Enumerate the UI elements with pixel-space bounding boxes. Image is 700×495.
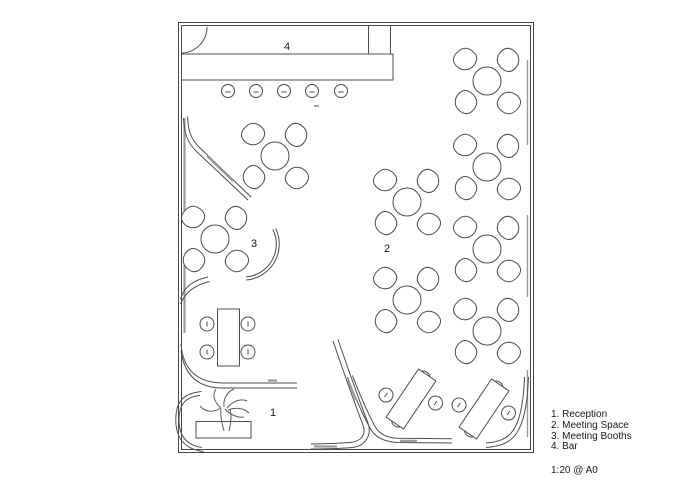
scale-note: 1:20 @ A0 xyxy=(551,465,598,476)
chair-icon xyxy=(370,165,400,195)
table-top xyxy=(386,369,436,429)
chair-icon xyxy=(493,213,523,243)
meeting-table xyxy=(200,309,255,366)
chair-icon xyxy=(178,202,208,232)
table-top xyxy=(459,379,509,439)
area-label: 2 xyxy=(383,243,391,255)
furniture-layer xyxy=(178,44,524,440)
chair-icon xyxy=(450,212,480,242)
chair-icon xyxy=(239,162,269,192)
seat-icon xyxy=(200,345,214,359)
seat-icon xyxy=(376,385,395,404)
seat-icon xyxy=(426,393,445,412)
chair-icon xyxy=(238,119,268,149)
chair-icon xyxy=(494,256,524,286)
seat-icon xyxy=(449,395,468,414)
area-label: 4 xyxy=(283,41,291,53)
table-top xyxy=(473,67,501,95)
legend-item: 4. Bar xyxy=(551,441,578,453)
chair-icon xyxy=(494,88,524,118)
seat-icon xyxy=(499,403,518,422)
table-top xyxy=(393,188,421,216)
door-swing-arc xyxy=(182,27,208,53)
bar-stool xyxy=(335,85,348,98)
seat-icon xyxy=(200,317,214,331)
chair-icon xyxy=(282,163,312,193)
chair-icon xyxy=(413,264,443,294)
chair-icon xyxy=(413,166,443,196)
seat-icon xyxy=(241,317,255,331)
reception-area xyxy=(176,389,251,452)
chair-icon xyxy=(494,174,524,204)
bar-stool xyxy=(250,85,263,98)
chair-icon xyxy=(450,44,480,74)
chair-icon xyxy=(493,45,523,75)
chair-icon xyxy=(450,130,480,160)
legend-item: 1. Reception xyxy=(551,409,608,420)
chair-icon xyxy=(414,209,444,239)
chair-icon xyxy=(371,208,401,238)
chair-icon xyxy=(451,87,481,117)
chair-icon xyxy=(281,120,311,150)
table-top xyxy=(218,309,240,366)
table-top xyxy=(473,153,501,181)
legend-item: 2. Meeting Space xyxy=(551,419,629,431)
round-table xyxy=(370,263,444,337)
legend xyxy=(551,410,632,453)
table-top xyxy=(201,225,229,253)
chair-icon xyxy=(451,255,481,285)
table-top xyxy=(473,317,501,345)
chair-icon xyxy=(451,173,481,203)
round-table xyxy=(238,119,312,193)
area-label: 3 xyxy=(250,238,258,250)
round-table xyxy=(450,130,524,204)
legend-item: 3. Meeting Booths xyxy=(551,430,632,442)
table-top xyxy=(261,142,289,170)
round-table xyxy=(178,202,252,276)
round-table xyxy=(450,294,524,368)
area-labels-layer xyxy=(251,41,390,419)
chair-icon xyxy=(371,306,401,336)
table-top xyxy=(473,235,501,263)
chair-icon xyxy=(222,246,252,276)
area-label: 1 xyxy=(269,407,277,419)
rotated-table xyxy=(449,378,518,439)
bar-stool xyxy=(278,85,291,98)
round-table xyxy=(370,165,444,239)
table-top xyxy=(393,286,421,314)
chair-icon xyxy=(494,338,524,368)
seat-icon xyxy=(241,345,255,359)
chair-icon xyxy=(450,294,480,324)
chair-icon xyxy=(370,263,400,293)
chair-icon xyxy=(221,203,251,233)
round-table xyxy=(450,212,524,286)
chair-icon xyxy=(493,131,523,161)
chair-icon xyxy=(179,245,209,275)
chair-icon xyxy=(451,337,481,367)
rotated-table xyxy=(376,368,445,429)
bar-stool xyxy=(306,85,319,98)
bar-stool xyxy=(222,85,235,98)
round-table xyxy=(450,44,524,118)
chair-icon xyxy=(414,307,444,337)
chair-icon xyxy=(493,295,523,325)
